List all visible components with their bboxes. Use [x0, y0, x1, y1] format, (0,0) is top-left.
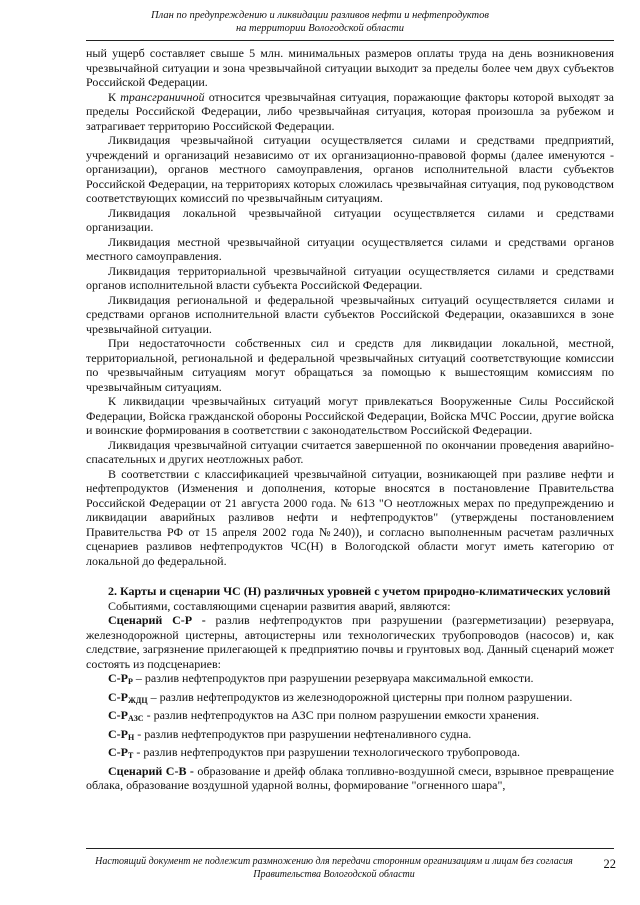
paragraph-2 [86, 90, 614, 134]
paragraph-1: ный ущерб составляет свыше 5 млн. минимальных размеров оплаты труда на день возникновения чрезвычайной ситуации и зона чрезвычайной ситуации выходит за пределы более чем двух субъектов Российской Федерации. [86, 46, 614, 89]
paragraph-3: Ликвидация чрезвычайной ситуации осуществляется силами и средствами предприятий, учреждений и организаций независимо от их организационно-правовой формы (далее именуются - организации), органов местного самоуправления, органов исполнительной власти субъектов Российской Федерации, на территориях которых сложилась чрезвычайная ситуация, под руководством соответствующих комиссий по чрезвычайным ситуациям. [86, 133, 614, 205]
subscenario-item [86, 708, 614, 727]
scenario-cr-text: разлив нефтепродуктов при разрушении (разгерметизации) резервуара, железнодорожной цистерны, автоцистерны или технологических трубопроводов (насосов) и, как следствие, загрязнение прилегающей к предприятию почвы и грунтовых вод. Данный сценарий может состоять из подсценариев: [86, 613, 614, 671]
subscenario-index: Р [128, 677, 133, 686]
paragraph-4: Ликвидация локальной чрезвычайной ситуации осуществляется силами и средствами организации. [86, 205, 614, 234]
paragraph-6: Ликвидация территориальной чрезвычайной ситуации осуществляется силами и средствами органов исполнительной власти субъекта Российской Федерации. [86, 263, 614, 292]
subscenario-item [86, 690, 614, 709]
paragraph-2-term: трансграничной [120, 89, 205, 104]
header-title-line2: на территории Вологодской области [235, 23, 405, 34]
subscenario-item [86, 671, 614, 690]
subscenario-index: ЖДЦ [128, 695, 148, 705]
subscenario-text: - разлив нефтепродуктов при разрушении нефтеналивного судна. [134, 726, 472, 741]
paragraph-7: Ликвидация региональной и федеральной чрезвычайных ситуаций осуществляется силами и средствами органов исполнительной власти субъектов Российской Федерации, оказавшихся в зоне чрезвычайной ситуации. [86, 292, 614, 336]
subscenario-index: Т [128, 751, 134, 760]
subscenario-text: – разлив нефтепродуктов из железнодорожной цистерны при полном разрушении. [147, 689, 573, 704]
subscenario-text: - разлив нефтепродуктов на АЗС при полном разрушении емкости хранения. [143, 708, 540, 722]
subscenario-code: С-Р [108, 726, 128, 741]
subscenario-text: – разлив нефтепродуктов при разрушении резервуара максимальной емкости. [132, 671, 534, 685]
scenario-cb-paragraph [86, 764, 614, 793]
subscenario-index: АЗС [128, 714, 144, 723]
paragraph-10: Ликвидация чрезвычайной ситуации считается завершенной по окончании проведения аварийно-спасательных и других неотложных работ. [86, 437, 614, 466]
paragraph-5: Ликвидация местной чрезвычайной ситуации осуществляется силами и средствами органов местного самоуправления. [86, 234, 614, 263]
page-number: 22 [603, 857, 616, 871]
subscenario-item [86, 727, 614, 746]
document-body [86, 46, 614, 793]
scenario-cb-text: образование и дрейф облака топливно-воздушной смеси, взрывное превращение облака, образование воздушной ударной волны, формирование "огненного шара", [86, 763, 614, 792]
paragraph-2-prefix: К [108, 89, 121, 104]
scenario-cr-label: Сценарий С-Р - [108, 613, 206, 627]
page-header [0, 9, 640, 35]
scenario-cr-paragraph [86, 613, 614, 671]
paragraph-8: При недостаточности собственных сил и средств для ликвидации локальной, местной, территориальной, региональной и федеральной чрезвычайных ситуаций соответствующие комиссии по чрезвычайным ситуациям могут обращаться за помощью к вышестоящим комиссиям по чрезвычайным ситуациям. [86, 336, 614, 394]
subscenario-item [86, 745, 614, 764]
paragraph-2-rest: относится чрезвычайная ситуация, поражающие факторы которой выходят за пределы Российской Федерации, либо чрезвычайная ситуация, которая произошла за рубежом и затрагивает территорию Российской Федерации. [86, 89, 614, 133]
subscenario-code: С-Р [108, 745, 128, 759]
section-2-title: 2. Карты и сценарии ЧС (Н) различных уровней с учетом природно-климатических условий [108, 584, 611, 598]
section-2-intro: Событиями, составляющими сценарии развития аварий, являются: [108, 598, 451, 613]
header-divider [86, 40, 614, 41]
paragraph-9: К ликвидации чрезвычайных ситуаций могут привлекаться Вооруженные Силы Российской Федерации, Войска гражданской обороны Российской Федерации, Войска МЧС России, другие войска и воинские формирования в соответствии с законодательством Российской Федерации. [86, 394, 614, 437]
scenario-cb-label: Сценарий С-В - [108, 763, 194, 778]
header-title-line1: План по предупреждению и ликвидации разливов нефти и нефтепродуктов [151, 10, 489, 21]
subscenario-index: Н [128, 732, 135, 742]
paragraph-11: В соответствии с классификацией чрезвычайной ситуации, возникающей при разливе нефти и нефтепродуктов (Изменения и дополнения, которые вносятся в постановление Правительства Российской Федерации от 21 августа 2000 года. № 613 "О неотложных мерах по предупреждению и ликвидации аварийных разливов нефти и нефтепродуктов" (утверждены постановлением Правительства РФ от 15 апреля 2002 года №240)), и согласно выполненным расчетам различных сценариев разливов нефтепродуктов ЧС(Н) в Вологодской области могут иметь категорию от локальной до федеральной. [86, 466, 614, 568]
subscenario-code: С-Р [108, 689, 128, 704]
subscenario-code: С-Р [108, 671, 128, 685]
footer-notice: Настоящий документ не подлежит размножению для передачи сторонним организациям и лицам без согласия Правительства Вологодской области [95, 856, 573, 880]
footer-divider [86, 848, 614, 849]
subscenario-code: С-Р [108, 708, 128, 722]
subscenario-text: - разлив нефтепродуктов при разрушении технологического трубопровода. [133, 745, 521, 759]
